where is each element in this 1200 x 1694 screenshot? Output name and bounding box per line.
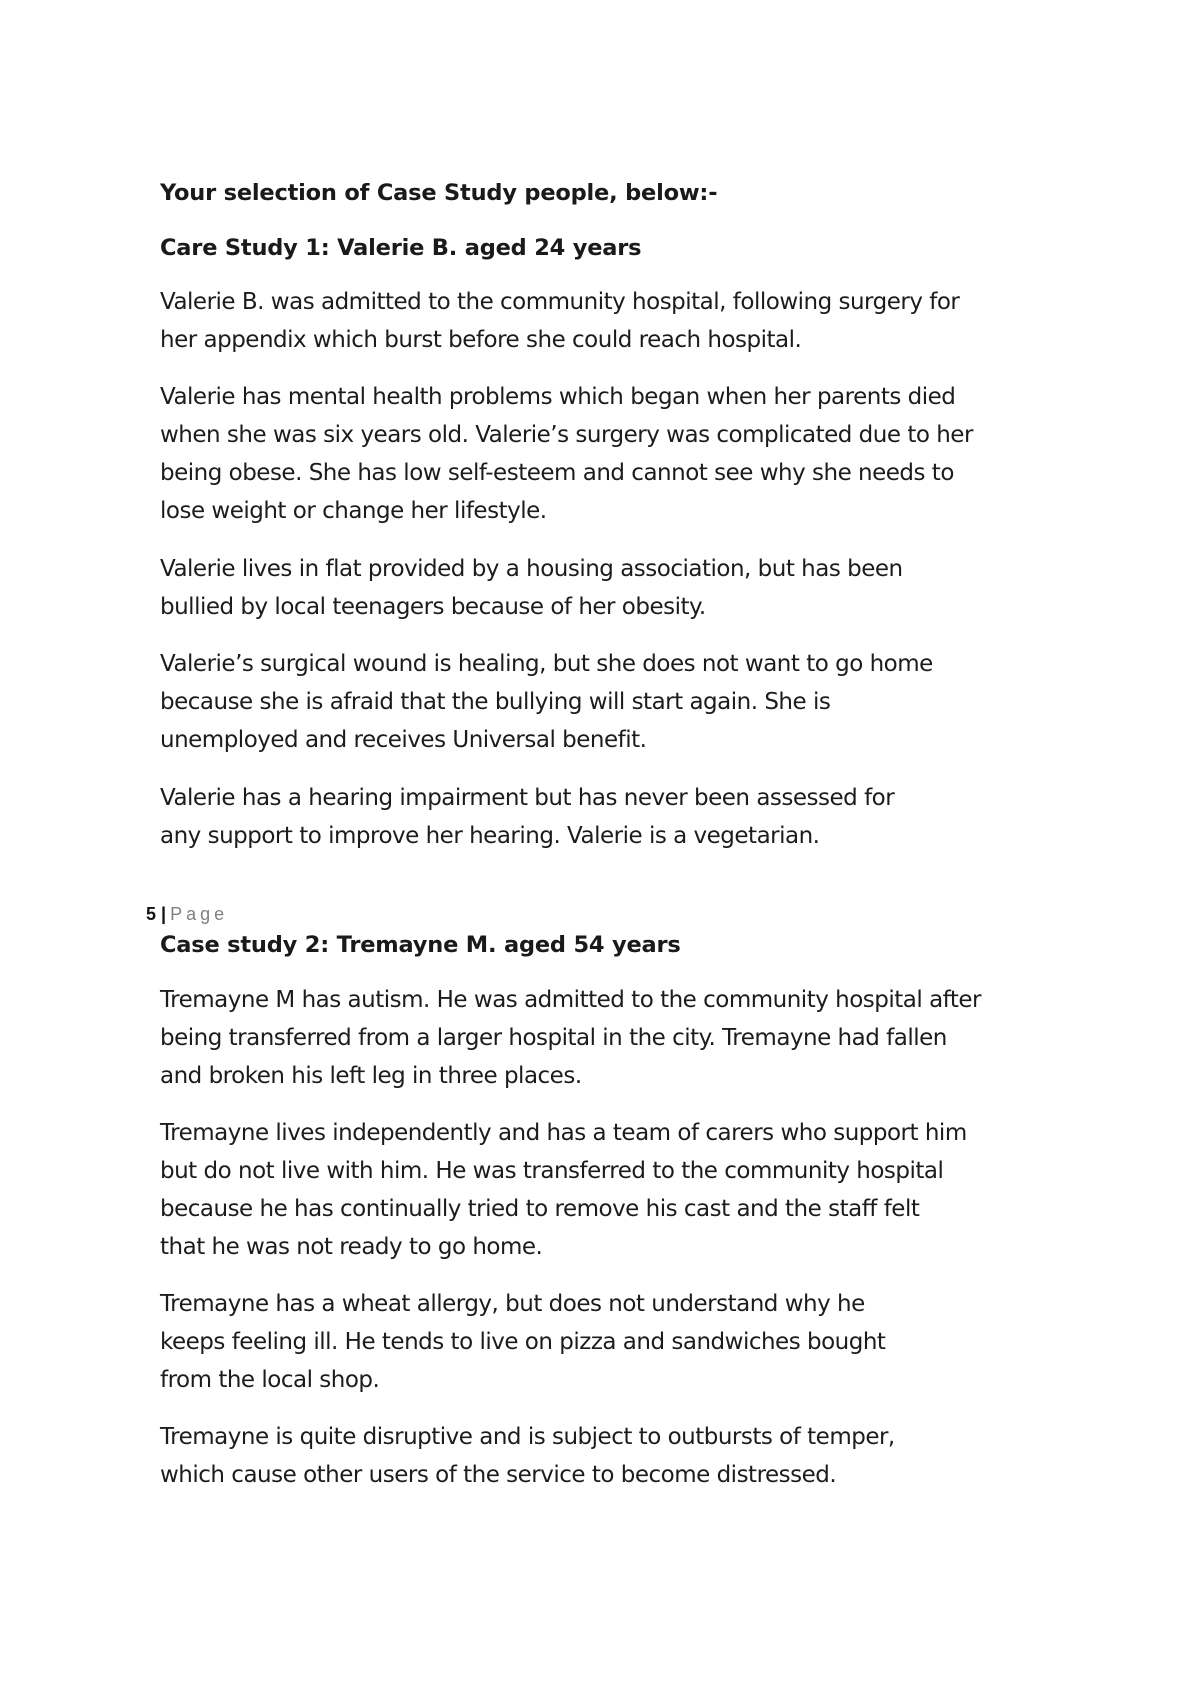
case1-p5-line1: Valerie has a hearing impairment but has never been assessed for — [160, 785, 895, 811]
page-separator: | — [161, 904, 167, 924]
case1-p1-line1: Valerie B. was admitted to the community hospital, following surgery for — [160, 289, 960, 315]
intro-heading: Your selection of Case Study people, below:- — [160, 180, 718, 206]
case1-heading: Care Study 1: Valerie B. aged 24 years — [160, 235, 642, 261]
case2-p4-line1: Tremayne is quite disruptive and is subject to outbursts of temper, — [160, 1424, 895, 1450]
case2-p1-line3: and broken his left leg in three places. — [160, 1063, 582, 1089]
case1-p4-line2: because she is afraid that the bullying will start again. She is — [160, 689, 831, 715]
page-footer — [146, 904, 228, 925]
case1-p3-line2: bullied by local teenagers because of her obesity. — [160, 594, 706, 620]
case2-p2-line1: Tremayne lives independently and has a team of carers who support him — [160, 1120, 967, 1146]
case1-p4-line3: unemployed and receives Universal benefit. — [160, 727, 647, 753]
page-number: 5 — [146, 904, 157, 924]
case1-p2-line3: being obese. She has low self-esteem and cannot see why she needs to — [160, 460, 954, 486]
case2-heading: Case study 2: Tremayne M. aged 54 years — [160, 932, 681, 958]
case1-p2-line1: Valerie has mental health problems which began when her parents died — [160, 384, 956, 410]
case1-p4-line1: Valerie’s surgical wound is healing, but she does not want to go home — [160, 651, 933, 677]
case2-p1-line2: being transferred from a larger hospital in the city. Tremayne had fallen — [160, 1025, 947, 1051]
case1-p5-line2: any support to improve her hearing. Valerie is a vegetarian. — [160, 823, 820, 849]
case2-p2-line4: that he was not ready to go home. — [160, 1234, 543, 1260]
case2-p3-line3: from the local shop. — [160, 1367, 380, 1393]
page-label: Page — [170, 904, 229, 924]
case2-p2-line3: because he has continually tried to remove his cast and the staff felt — [160, 1196, 920, 1222]
case2-p4-line2: which cause other users of the service to become distressed. — [160, 1462, 837, 1488]
case1-p1-line2: her appendix which burst before she could reach hospital. — [160, 327, 802, 353]
case2-p1-line1: Tremayne M has autism. He was admitted to the community hospital after — [160, 987, 981, 1013]
case1-p3-line1: Valerie lives in flat provided by a housing association, but has been — [160, 556, 903, 582]
case2-p3-line2: keeps feeling ill. He tends to live on pizza and sandwiches bought — [160, 1329, 886, 1355]
case2-p2-line2: but do not live with him. He was transferred to the community hospital — [160, 1158, 944, 1184]
case1-p2-line4: lose weight or change her lifestyle. — [160, 498, 547, 524]
case2-p3-line1: Tremayne has a wheat allergy, but does not understand why he — [160, 1291, 865, 1317]
case1-p2-line2: when she was six years old. Valerie’s surgery was complicated due to her — [160, 422, 973, 448]
